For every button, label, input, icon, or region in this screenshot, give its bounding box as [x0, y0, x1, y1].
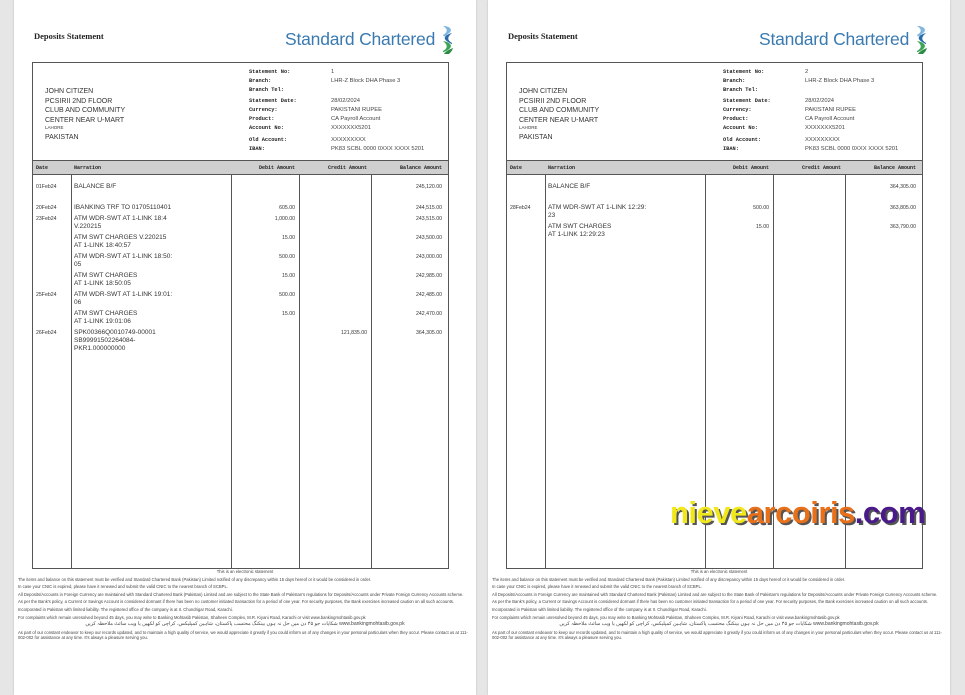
cell-debit: 500.00	[279, 254, 295, 260]
narration-line: ATM SWT CHARGES V.220215	[74, 234, 167, 241]
column-header-credit: Credit Amount	[327, 164, 367, 171]
narration-line: ATM SWT CHARGES	[74, 272, 138, 279]
statement-page-2	[488, 0, 950, 695]
footer-paragraph: The items and balance on this statement must be verified and Standard Chartered Bank (Pakistan) Limited notified of any discrepancy within 15 days hereof or it would be considered in order.	[492, 576, 846, 582]
narration-line: ATM SWT CHARGES	[74, 310, 138, 317]
cell-credit	[299, 310, 371, 326]
footer-paragraph: In case your CNIC is expired, please have it renewed and submit the valid CNIC to the nearest branch of SCBPL.	[492, 584, 702, 590]
meta-label: Statement Date:	[249, 97, 297, 104]
footer-paragraph: Incorporated in Pakistan with limited liability. The registered office of the company is at II. Chundrigar Road, Karachi.	[492, 606, 707, 612]
cell-balance: 364,305.00	[416, 330, 442, 336]
cell-date	[33, 272, 71, 288]
electronic-statement-note: This is an electronic statement	[690, 569, 748, 574]
transactions-table	[32, 160, 449, 569]
cell-date: 26Feb24	[36, 330, 57, 336]
watermark-part: nieve	[670, 495, 747, 530]
table-header	[33, 161, 448, 175]
meta-value: XXXXXXXXX	[331, 136, 366, 143]
table-row	[33, 310, 448, 326]
cell-debit: 15.00	[282, 235, 295, 241]
cell-balance: 244,515.00	[416, 205, 442, 211]
address-line: PCSIRII 2ND FLOOR	[45, 97, 113, 105]
table-row	[33, 253, 448, 269]
meta-row-currency	[723, 105, 898, 114]
meta-label: Statement Date:	[723, 97, 771, 104]
address-city: LAHORE	[519, 125, 538, 130]
bank-logo	[285, 24, 456, 54]
cell-credit	[299, 183, 371, 191]
narration-line: AT 1-LINK 19:01:06	[74, 318, 131, 325]
standard-chartered-logo-icon	[440, 24, 456, 54]
table-row	[33, 215, 448, 231]
meta-label: Product:	[249, 115, 275, 122]
statement-footer	[492, 569, 946, 642]
meta-row-old-account	[723, 135, 898, 144]
meta-label: Account No:	[723, 124, 758, 131]
footer-paragraph: For complaints which remain unresolved beyond 45 days, you may write to Banking Mohtasib Pakistan, Shaheen Complex, M.R. Kiyani Road, Karachi or visit www.bankingmohtasib.gov.pk	[492, 614, 840, 620]
meta-label: Account No:	[249, 124, 284, 131]
meta-label: Branch:	[249, 77, 272, 84]
meta-label: Branch Tel:	[249, 86, 284, 93]
statement-footer	[18, 569, 472, 642]
table-row	[507, 223, 922, 239]
table-row	[33, 291, 448, 307]
meta-label: IBAN:	[723, 145, 739, 152]
account-header-box	[32, 62, 449, 161]
cell-debit: 500.00	[279, 292, 295, 298]
narration-line: ATM WDR-SWT AT 1-LINK 18:50:	[74, 253, 173, 260]
address-line: PCSIRII 2ND FLOOR	[519, 97, 587, 105]
meta-label: IBAN:	[249, 145, 265, 152]
column-header-balance: Balance Amount	[399, 164, 442, 171]
cell-narration	[71, 234, 231, 250]
meta-value: PAKISTANI RUPEE	[805, 106, 857, 113]
meta-row-product	[249, 114, 424, 123]
cell-debit	[231, 183, 299, 191]
narration-line: SB99991502264084-	[74, 337, 136, 344]
footer-closing: As part of our constant endeavor to keep our records updated, and to maintain a high quality of service, we would appreciate it greatly if you could inform us of any changes in your personal particulars when they occur. Please contact us at 111-002-002 for assistance at any time. It's always a pleasure serving you.	[18, 629, 468, 640]
meta-row-statement-no	[249, 67, 424, 76]
cell-balance: 243,500.00	[416, 235, 442, 241]
meta-label: Statement No:	[249, 68, 291, 75]
statement-meta	[249, 67, 424, 153]
narration-line: 23	[548, 212, 556, 219]
address-city: LAHORE	[45, 125, 64, 130]
cell-balance: 243,000.00	[416, 254, 442, 260]
cell-narration	[71, 291, 231, 307]
electronic-statement-note: This is an electronic statement	[216, 569, 274, 574]
cell-debit: 500.00	[753, 205, 769, 211]
cell-narration	[71, 310, 231, 326]
cell-debit: 15.00	[282, 273, 295, 279]
cell-date: 28Feb24	[510, 205, 531, 211]
cell-balance: 242,985.00	[416, 273, 442, 279]
meta-label: Old Account:	[723, 136, 762, 143]
bank-logo	[759, 24, 930, 54]
footer-paragraph: All Deposits/Accounts in Foreign Currency are maintained with Standard Chartered Bank (Pakistan) Limited and are subject to the State Bank of Pakistan's regulations for Deposits/Accounts under Private Foreign Currency Accounts scheme.	[18, 591, 464, 597]
cell-credit	[299, 215, 371, 231]
narration-line: AT 1-LINK 18:50:05	[74, 280, 131, 287]
meta-row-branch-tel	[723, 85, 898, 94]
cell-date	[507, 223, 545, 239]
meta-label: Product:	[723, 115, 749, 122]
meta-row-iban	[723, 144, 898, 153]
footer-paragraph: In case your CNIC is expired, please have it renewed and submit the valid CNIC to the nearest branch of SCBPL.	[18, 584, 228, 590]
customer-address	[45, 87, 125, 143]
table-body	[507, 175, 922, 239]
meta-label: Currency:	[723, 106, 752, 113]
account-header-box	[506, 62, 923, 161]
meta-row-branch	[723, 76, 898, 85]
cell-narration	[545, 223, 705, 239]
cell-date	[33, 310, 71, 326]
cell-balance: 242,485.00	[416, 292, 442, 298]
narration-line: V.220215	[74, 223, 102, 230]
narration-line: IBANKING TRF TO 01705110401	[74, 204, 172, 211]
address-line: CENTER NEAR U-MART	[519, 116, 599, 124]
meta-value: 28/02/2024	[331, 97, 361, 104]
cell-debit: 1,000.00	[274, 216, 295, 222]
cell-debit: 605.00	[279, 205, 295, 211]
meta-value: PAKISTANI RUPEE	[331, 106, 383, 113]
table-row	[33, 183, 448, 191]
cell-credit	[773, 183, 845, 191]
cell-narration	[71, 329, 231, 353]
footer-paragraph: For complaints which remain unresolved beyond 45 days, you may write to Banking Mohtasib Pakistan, Shaheen Complex, M.R. Kiyani Road, Karachi or visit www.bankingmohtasib.gov.pk	[18, 614, 366, 620]
address-country: PAKISTAN	[519, 134, 553, 141]
footer-paragraph: As per the Bank's policy, a Current or Savings Account is considered dormant if there has been no customer initiated transaction for a period of one year. For security purposes, the Bank exercises increased caution on all such accounts.	[492, 599, 928, 605]
address-line: CLUB AND COMMUNITY	[519, 107, 600, 114]
cell-balance: 242,470.00	[416, 311, 442, 317]
cell-date	[33, 234, 71, 250]
cell-debit	[705, 183, 773, 191]
table-row	[33, 234, 448, 250]
column-header-narration: Narration	[548, 164, 576, 171]
cell-narration	[71, 253, 231, 269]
table-row	[507, 183, 922, 191]
narration-line: ATM WDR-SWT AT 1-LINK 18:4	[74, 215, 167, 222]
cell-narration	[545, 204, 705, 220]
footer-paragraph: The items and balance on this statement must be verified and Standard Chartered Bank (Pakistan) Limited notified of any discrepancy within 15 days hereof or it would be considered in order.	[18, 576, 372, 582]
document-title: Deposits Statement	[34, 31, 104, 41]
cell-narration	[71, 183, 231, 191]
meta-row-old-account	[249, 135, 424, 144]
watermark-part: arcoiris	[746, 495, 855, 530]
cell-credit	[299, 291, 371, 307]
meta-row-iban	[249, 144, 424, 153]
document-title: Deposits Statement	[508, 31, 578, 41]
narration-line: BALANCE B/F	[548, 183, 591, 190]
meta-row-product	[723, 114, 898, 123]
standard-chartered-logo-icon	[914, 24, 930, 54]
meta-label: Old Account:	[249, 136, 288, 143]
meta-value: 1	[331, 68, 335, 75]
table-header	[507, 161, 922, 175]
meta-value: XXXXXXX5201	[805, 124, 845, 131]
address-line: JOHN CITIZEN	[519, 88, 568, 95]
cell-date: 20Feb24	[36, 205, 57, 211]
watermark-part: .com	[854, 495, 926, 530]
column-header-date: Date	[36, 164, 49, 171]
meta-value: XXXXXXXXX	[805, 136, 840, 143]
cell-date: 23Feb24	[36, 216, 57, 222]
meta-row-currency	[249, 105, 424, 114]
cell-credit	[299, 272, 371, 288]
column-header-balance: Balance Amount	[873, 164, 916, 171]
cell-credit	[299, 204, 371, 212]
cell-narration	[71, 204, 231, 212]
meta-label: Statement No:	[723, 68, 765, 75]
customer-address	[519, 87, 599, 143]
cell-balance: 363,790.00	[890, 224, 916, 230]
narration-line: AT 1-LINK 12:29:23	[548, 231, 605, 238]
column-header-date: Date	[510, 164, 523, 171]
meta-label: Currency:	[249, 106, 278, 113]
meta-value: CA Payroll Account	[805, 115, 855, 122]
column-header-debit: Debit Amount	[732, 164, 769, 171]
bank-name: Standard Chartered	[285, 28, 436, 49]
narration-line: SPK00366Q0010749-00001	[74, 329, 156, 336]
narration-line: 05	[74, 261, 82, 268]
footer-paragraph: All Deposits/Accounts in Foreign Currency are maintained with Standard Chartered Bank (Pakistan) Limited and are subject to the State Bank of Pakistan's regulations for Deposits/Accounts under Private Foreign Currency Accounts scheme.	[492, 591, 938, 597]
address-country: PAKISTAN	[45, 134, 79, 141]
table-row	[507, 204, 922, 220]
cell-narration	[71, 215, 231, 231]
address-line: CLUB AND COMMUNITY	[45, 107, 126, 114]
narration-line: BALANCE B/F	[74, 183, 117, 190]
cell-credit	[299, 234, 371, 250]
table-row	[33, 329, 448, 353]
footer-urdu-line: www.bankingmohtasib.gov.pk شکایات جو ۴۵ دن میں حل نہ ہوں بینکنگ محتسب پاکستان، شاہین کمپلیکس، کراچی کو لکھیں یا ویب سائٹ ملاحظہ کریں	[559, 621, 879, 628]
meta-row-statement-no	[723, 67, 898, 76]
narration-line: ATM WDR-SWT AT 1-LINK 12:29:	[548, 204, 647, 211]
table-row	[33, 204, 448, 212]
column-header-debit: Debit Amount	[258, 164, 295, 171]
cell-debit	[231, 329, 299, 353]
cell-narration	[545, 183, 705, 191]
footer-paragraph: As per the Bank's policy, a Current or Savings Account is considered dormant if there has been no customer initiated transaction for a period of one year. For security purposes, the Bank exercises increased caution on all such accounts.	[18, 599, 454, 605]
meta-value: PK83 SCBL 0000 0XXX XXXX 5201	[331, 145, 425, 152]
table-row	[33, 272, 448, 288]
address-line: JOHN CITIZEN	[45, 88, 94, 95]
column-header-credit: Credit Amount	[801, 164, 841, 171]
statement-page-1	[14, 0, 476, 695]
cell-credit	[299, 253, 371, 269]
table-body	[33, 175, 448, 353]
meta-value: PK83 SCBL 0000 0XXX XXXX 5201	[805, 145, 899, 152]
bank-name: Standard Chartered	[759, 28, 910, 49]
cell-debit: 15.00	[756, 224, 769, 230]
narration-line: AT 1-LINK 18:40:57	[74, 242, 131, 249]
narration-line: PKR1.000000000	[74, 345, 126, 352]
cell-date: 25Feb24	[36, 292, 57, 298]
narration-line: ATM WDR-SWT AT 1-LINK 19:01:	[74, 291, 173, 298]
address-line: CENTER NEAR U-MART	[45, 116, 125, 124]
meta-label: Branch:	[723, 77, 746, 84]
meta-value: CA Payroll Account	[331, 115, 381, 122]
cell-date: 01Feb24	[36, 184, 57, 190]
narration-line: 06	[74, 299, 82, 306]
cell-date	[33, 253, 71, 269]
meta-row-account-no	[723, 123, 898, 132]
meta-row-statement-date	[249, 96, 424, 105]
cell-balance: 364,305.00	[890, 184, 916, 190]
watermark	[670, 495, 925, 531]
meta-value: XXXXXXX5201	[331, 124, 371, 131]
footer-urdu-line: www.bankingmohtasib.gov.pk شکایات جو ۴۵ دن میں حل نہ ہوں بینکنگ محتسب پاکستان، شاہین کمپلیکس، کراچی کو لکھیں یا ویب سائٹ ملاحظہ کریں	[85, 621, 405, 628]
cell-debit: 15.00	[282, 311, 295, 317]
meta-row-statement-date	[723, 96, 898, 105]
meta-row-branch-tel	[249, 85, 424, 94]
statement-meta	[723, 67, 898, 153]
meta-label: Branch Tel:	[723, 86, 758, 93]
footer-closing: As part of our constant endeavor to keep our records updated, and to maintain a high quality of service, we would appreciate it greatly if you could inform us of any changes in your personal particulars when they occur. Please contact us at 111-002-002 for assistance at any time. It's always a pleasure serving you.	[492, 629, 942, 640]
cell-balance: 245,120.00	[416, 184, 442, 190]
cell-date	[507, 183, 545, 191]
cell-narration	[71, 272, 231, 288]
meta-value: 2	[805, 68, 809, 75]
narration-line: ATM SWT CHARGES	[548, 223, 612, 230]
meta-value: 28/02/2024	[805, 97, 835, 104]
cell-balance: 363,805.00	[890, 205, 916, 211]
cell-credit	[773, 204, 845, 220]
column-header-narration: Narration	[74, 164, 102, 171]
cell-balance: 243,515.00	[416, 216, 442, 222]
meta-value: LHR-Z Block DHA Phase 3	[805, 77, 875, 84]
cell-credit: 121,835.00	[341, 330, 367, 336]
meta-row-branch	[249, 76, 424, 85]
meta-row-account-no	[249, 123, 424, 132]
cell-credit	[773, 223, 845, 239]
footer-paragraph: Incorporated in Pakistan with limited liability. The registered office of the company is at II. Chundrigar Road, Karachi.	[18, 606, 233, 612]
meta-value: LHR-Z Block DHA Phase 3	[331, 77, 401, 84]
